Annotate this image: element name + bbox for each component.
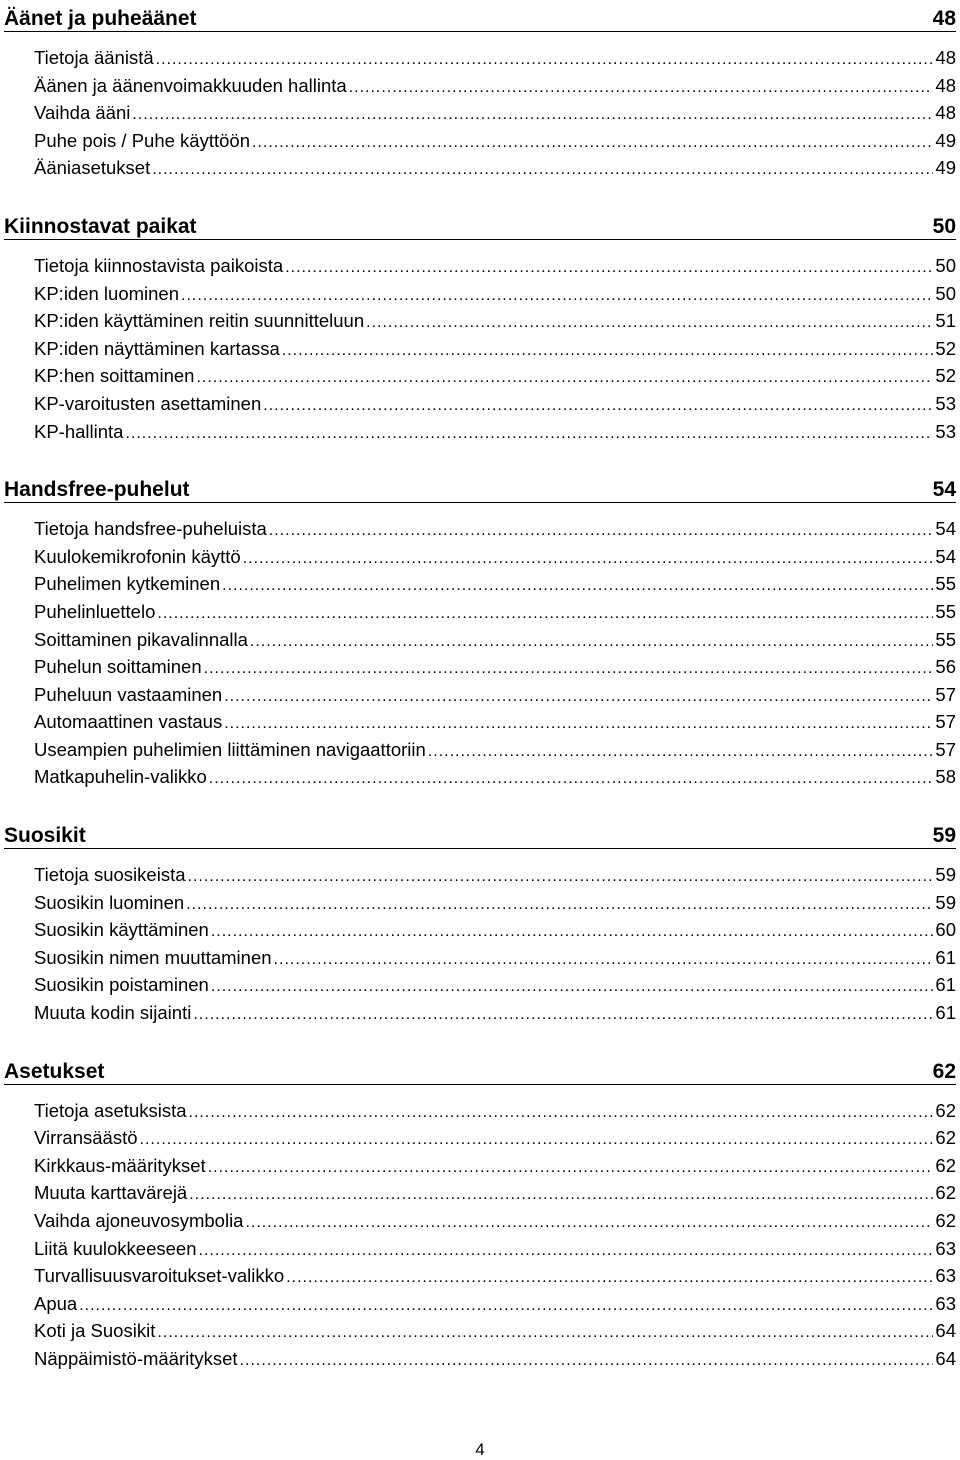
dot-leader — [243, 545, 934, 573]
entry-page-number: 48 — [935, 47, 956, 68]
entry-title: Kirkkaus-määritykset — [34, 1154, 206, 1176]
section-heading — [4, 212, 956, 240]
entry-title: Suosikin nimen muuttaminen — [34, 946, 272, 968]
entry-page-number: 63 — [935, 1265, 956, 1287]
section-page-number: 48 — [932, 7, 956, 30]
toc-entry[interactable] — [4, 763, 956, 791]
entry-page-number: 53 — [935, 420, 956, 442]
dot-leader — [193, 1001, 933, 1029]
dot-leader — [189, 1099, 934, 1127]
entry-page-number: 64 — [935, 1320, 956, 1342]
section-heading — [4, 4, 956, 32]
dot-leader — [208, 1154, 934, 1182]
entry-title: KP:iden luominen — [34, 282, 180, 304]
section-title: Asetukset — [4, 1059, 105, 1083]
page-number: 4 — [475, 1440, 485, 1459]
toc-entry[interactable] — [4, 653, 956, 681]
dot-leader — [199, 1237, 934, 1265]
entry-title: Kuulokemikrofonin käyttö — [34, 545, 241, 567]
entry-page-number: 52 — [935, 337, 956, 359]
entry-page-number: 49 — [935, 157, 956, 179]
entry-title: Suosikin käyttäminen — [34, 919, 209, 941]
entry-page-number: 53 — [935, 392, 956, 414]
dot-leader — [196, 364, 933, 392]
entry-title: KP:iden näyttäminen kartassa — [34, 337, 280, 359]
toc-entry[interactable] — [4, 72, 956, 100]
toc-section — [4, 821, 956, 1027]
entry-title: Muuta kodin sijainti — [34, 1002, 192, 1024]
toc-entry[interactable] — [4, 515, 956, 543]
entry-page-number: 48 — [935, 74, 956, 96]
entry-title: Tietoja asetuksista — [34, 1099, 187, 1121]
entry-title: Muuta karttavärejä — [34, 1182, 188, 1204]
entry-title: Soittaminen pikavalinnalla — [34, 628, 248, 650]
section-page-number: 59 — [932, 824, 956, 848]
dot-leader — [79, 1292, 933, 1320]
toc-entry[interactable] — [4, 418, 956, 446]
dot-leader — [211, 918, 934, 946]
section-title: Kiinnostavat paikat — [4, 214, 197, 238]
toc-entry[interactable] — [4, 1179, 956, 1207]
entry-title: Matkapuhelin-valikko — [34, 766, 207, 788]
entry-title: Tietoja handsfree-puheluista — [34, 518, 267, 540]
entry-page-number: 57 — [935, 683, 956, 705]
dot-leader — [157, 600, 933, 628]
toc-entry[interactable] — [4, 681, 956, 709]
dot-leader — [240, 1347, 934, 1375]
toc-entry[interactable] — [4, 708, 956, 736]
entry-title: Liitä kuulokkeeseen — [34, 1237, 197, 1259]
dot-leader — [269, 517, 934, 545]
toc-entry[interactable] — [4, 335, 956, 363]
toc-entry[interactable] — [4, 1152, 956, 1180]
toc-entry[interactable] — [4, 971, 956, 999]
section-page-number: 50 — [932, 214, 956, 238]
entry-page-number: 61 — [935, 1002, 956, 1024]
entry-page-number: 62 — [935, 1182, 956, 1204]
toc-entry[interactable] — [4, 280, 956, 308]
toc-entry[interactable] — [4, 1262, 956, 1290]
toc-entry[interactable] — [4, 154, 956, 182]
entry-page-number: 56 — [935, 656, 956, 678]
entry-page-number: 50 — [935, 254, 956, 276]
dot-leader — [250, 628, 934, 656]
toc-entry[interactable] — [4, 362, 956, 390]
entry-title: Vaihda ajoneuvosymbolia — [34, 1210, 244, 1231]
toc-entry[interactable] — [4, 44, 956, 72]
dot-leader — [181, 282, 933, 310]
entry-page-number: 62 — [935, 1099, 956, 1121]
entry-title: Äänen ja äänenvoimakkuuden hallinta — [34, 74, 347, 96]
dot-leader — [224, 710, 933, 738]
entry-page-number: 54 — [935, 545, 956, 567]
toc-entry[interactable] — [4, 1124, 956, 1152]
dot-leader — [349, 74, 934, 102]
toc-entry[interactable] — [4, 944, 956, 972]
toc-section — [4, 4, 956, 182]
section-page-number: 62 — [932, 1059, 956, 1083]
dot-leader — [222, 572, 933, 600]
entry-page-number: 59 — [935, 864, 956, 886]
entry-page-number: 63 — [935, 1237, 956, 1259]
entry-page-number: 48 — [935, 102, 956, 124]
dot-leader — [189, 1181, 933, 1209]
entry-page-number: 50 — [935, 282, 956, 304]
entry-title: Suosikin poistaminen — [34, 974, 209, 996]
entry-page-number: 54 — [935, 518, 956, 540]
dot-leader — [252, 129, 933, 157]
entry-title: Suosikin luominen — [34, 891, 185, 913]
entry-page-number: 52 — [935, 365, 956, 387]
section-title: Äänet ja puheäänet — [4, 7, 197, 30]
section-heading — [4, 475, 956, 503]
toc-entry[interactable] — [4, 736, 956, 764]
entry-title: Puhe pois / Puhe käyttöön — [34, 129, 250, 151]
entry-title: KP-varoitusten asettaminen — [34, 392, 262, 414]
entry-title: Tietoja äänistä — [34, 47, 154, 68]
dot-leader — [211, 973, 934, 1001]
dot-leader — [152, 156, 933, 184]
entry-page-number: 61 — [935, 946, 956, 968]
entry-title: Useampien puhelimien liittäminen navigaattoriin — [34, 738, 426, 760]
dot-leader — [285, 254, 933, 282]
table-of-contents — [4, 4, 956, 1403]
dot-leader — [157, 1319, 933, 1347]
toc-entry[interactable] — [4, 127, 956, 155]
entry-page-number: 62 — [935, 1210, 956, 1231]
entry-title: Apua — [34, 1292, 78, 1314]
toc-entry[interactable] — [4, 99, 956, 127]
dot-leader — [132, 101, 933, 129]
toc-entry[interactable] — [4, 861, 956, 889]
toc-section — [4, 475, 956, 791]
entry-title: KP:hen soittaminen — [34, 365, 195, 387]
toc-section — [4, 212, 956, 445]
toc-entry[interactable] — [4, 889, 956, 917]
entry-page-number: 59 — [935, 891, 956, 913]
dot-leader — [125, 420, 933, 448]
entry-title: KP:iden käyttäminen reitin suunnitteluun — [34, 310, 365, 332]
entry-title: Tietoja suosikeista — [34, 864, 186, 886]
dot-leader — [156, 46, 934, 74]
entry-page-number: 62 — [935, 1127, 956, 1149]
dot-leader — [186, 891, 933, 919]
toc-entry[interactable] — [4, 252, 956, 280]
dot-leader — [224, 683, 933, 711]
section-heading — [4, 1057, 956, 1085]
entry-title: Ääniasetukset — [34, 157, 151, 179]
toc-entry[interactable] — [4, 1097, 956, 1125]
toc-entry[interactable] — [4, 1317, 956, 1345]
toc-section — [4, 1057, 956, 1373]
entry-page-number: 51 — [935, 310, 956, 332]
entry-page-number: 55 — [935, 628, 956, 650]
entry-page-number: 58 — [935, 766, 956, 788]
entry-title: Puheluun vastaaminen — [34, 683, 223, 705]
entry-title: Turvallisuusvaroitukset-valikko — [34, 1265, 285, 1287]
entry-title: Näppäimistö-määritykset — [34, 1347, 238, 1369]
entry-page-number: 63 — [935, 1292, 956, 1314]
toc-entry[interactable] — [4, 1207, 956, 1235]
entry-page-number: 55 — [935, 573, 956, 595]
section-page-number: 54 — [932, 478, 956, 502]
entry-page-number: 64 — [935, 1347, 956, 1369]
entry-title: Puhelun soittaminen — [34, 656, 202, 678]
toc-entry[interactable] — [4, 1235, 956, 1263]
entry-page-number: 55 — [935, 600, 956, 622]
toc-entry[interactable] — [4, 1290, 956, 1318]
entry-title: Automaattinen vastaus — [34, 711, 223, 733]
entry-page-number: 57 — [935, 711, 956, 733]
toc-entry[interactable] — [4, 1345, 956, 1373]
dot-leader — [263, 392, 933, 420]
entry-page-number: 62 — [935, 1154, 956, 1176]
dot-leader — [366, 309, 933, 337]
entry-title: Virransäästö — [34, 1127, 138, 1149]
dot-leader — [188, 863, 934, 891]
dot-leader — [209, 765, 934, 793]
entry-page-number: 60 — [935, 919, 956, 941]
entry-page-number: 57 — [935, 738, 956, 760]
toc-entry[interactable] — [4, 598, 956, 626]
toc-entry[interactable] — [4, 916, 956, 944]
entry-title: KP-hallinta — [34, 420, 124, 442]
dot-leader — [286, 1264, 933, 1292]
dot-leader — [204, 655, 934, 683]
section-heading — [4, 821, 956, 849]
dot-leader — [245, 1209, 933, 1237]
toc-entry[interactable] — [4, 543, 956, 571]
entry-title: Tietoja kiinnostavista paikoista — [34, 254, 284, 276]
entry-page-number: 49 — [935, 129, 956, 151]
section-title: Suosikit — [4, 824, 86, 848]
toc-entry[interactable] — [4, 307, 956, 335]
entry-title: Puhelimen kytkeminen — [34, 573, 221, 595]
entry-title: Vaihda ääni — [34, 102, 131, 124]
entry-page-number: 61 — [935, 974, 956, 996]
dot-leader — [428, 738, 934, 766]
dot-leader — [140, 1126, 934, 1154]
entry-title: Koti ja Suosikit — [34, 1320, 156, 1342]
toc-entry[interactable] — [4, 570, 956, 598]
dot-leader — [282, 337, 934, 365]
toc-entry[interactable] — [4, 626, 956, 654]
toc-entry[interactable] — [4, 390, 956, 418]
toc-entry[interactable] — [4, 999, 956, 1027]
dot-leader — [274, 946, 934, 974]
entry-title: Puhelinluettelo — [34, 600, 156, 622]
section-title: Handsfree-puhelut — [4, 478, 190, 502]
